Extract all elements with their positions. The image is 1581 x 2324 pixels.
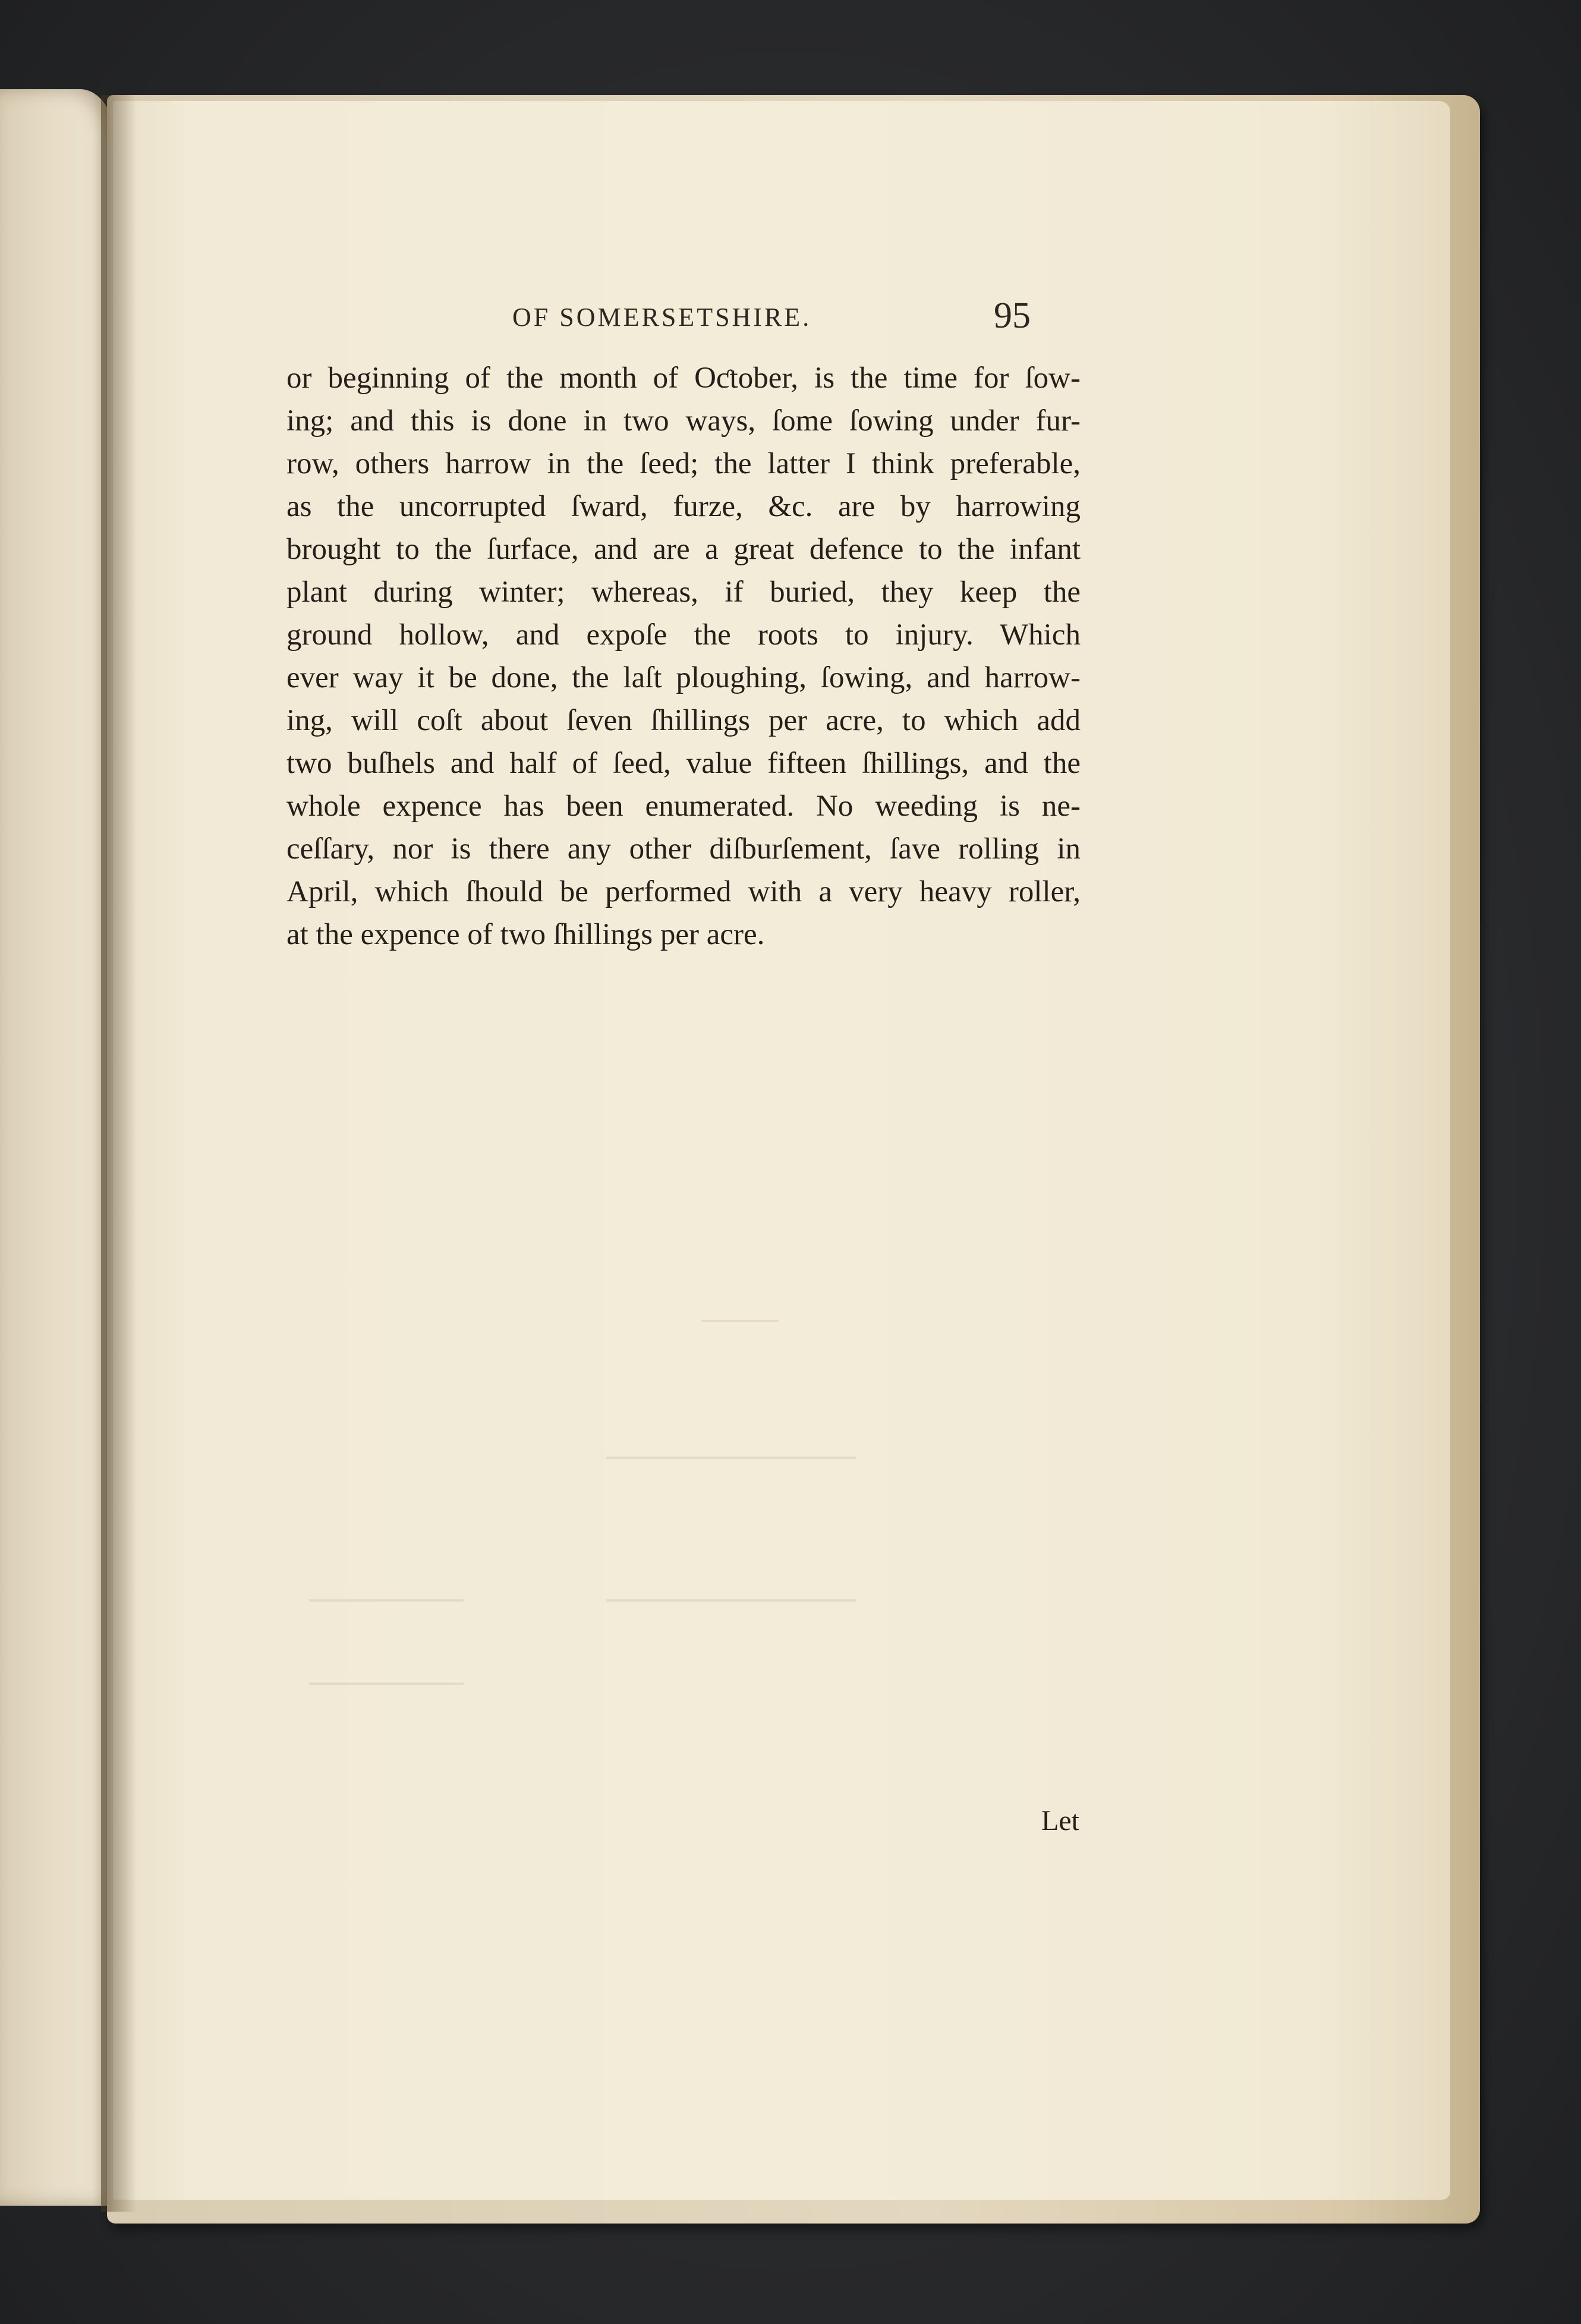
text-line: brought to the ſurface, and are a great defence to the infant: [286, 533, 1081, 566]
bleed-through-rule: [309, 1683, 464, 1685]
text-line: ing; and this is done in two ways, ſome ſowing under fur-: [286, 404, 1081, 438]
page-number: 95: [994, 295, 1031, 336]
text-line: or beginning of the month of Oƈtober, is the time for ſow-: [286, 361, 1081, 395]
text-line: ceſſary, nor is there any other diſburſement, ſave rolling in: [286, 832, 1081, 866]
text-line: plant during winter; whereas, if buried, they keep the: [286, 576, 1081, 609]
text-line: at the expence of two ſhillings per acre.: [286, 918, 765, 951]
text-line: April, which ſhould be performed with a very heavy roller,: [286, 875, 1081, 908]
catchword: Let: [1041, 1805, 1079, 1836]
text-line: as the uncorrupted ſward, furze, &c. are by harrowing: [286, 490, 1081, 523]
body-text: [286, 357, 1081, 956]
text-line: ing, will coſt about ſeven ſhillings per acre, to which add: [286, 704, 1081, 737]
text-line: whole expence has been enumerated. No weeding is ne-: [286, 790, 1081, 823]
bleed-through-rule: [606, 1457, 856, 1459]
bleed-through-rule: [606, 1599, 856, 1602]
left-page-edge: [0, 89, 116, 2206]
text-line: ever way it be done, the laſt ploughing, ſowing, and harrow-: [286, 661, 1081, 694]
running-head: OF SOMERSETSHIRE.: [512, 303, 812, 332]
text-line: ground hollow, and expoſe the roots to injury. Which: [286, 618, 1081, 652]
bleed-through-rule: [309, 1599, 464, 1602]
text-line: two buſhels and half of ſeed, value fifteen ſhillings, and the: [286, 747, 1081, 780]
gutter-shadow: [101, 95, 137, 2212]
text-line: row, others harrow in the ſeed; the latter I think preferable,: [286, 447, 1081, 480]
bleed-through-rule: [701, 1320, 779, 1322]
